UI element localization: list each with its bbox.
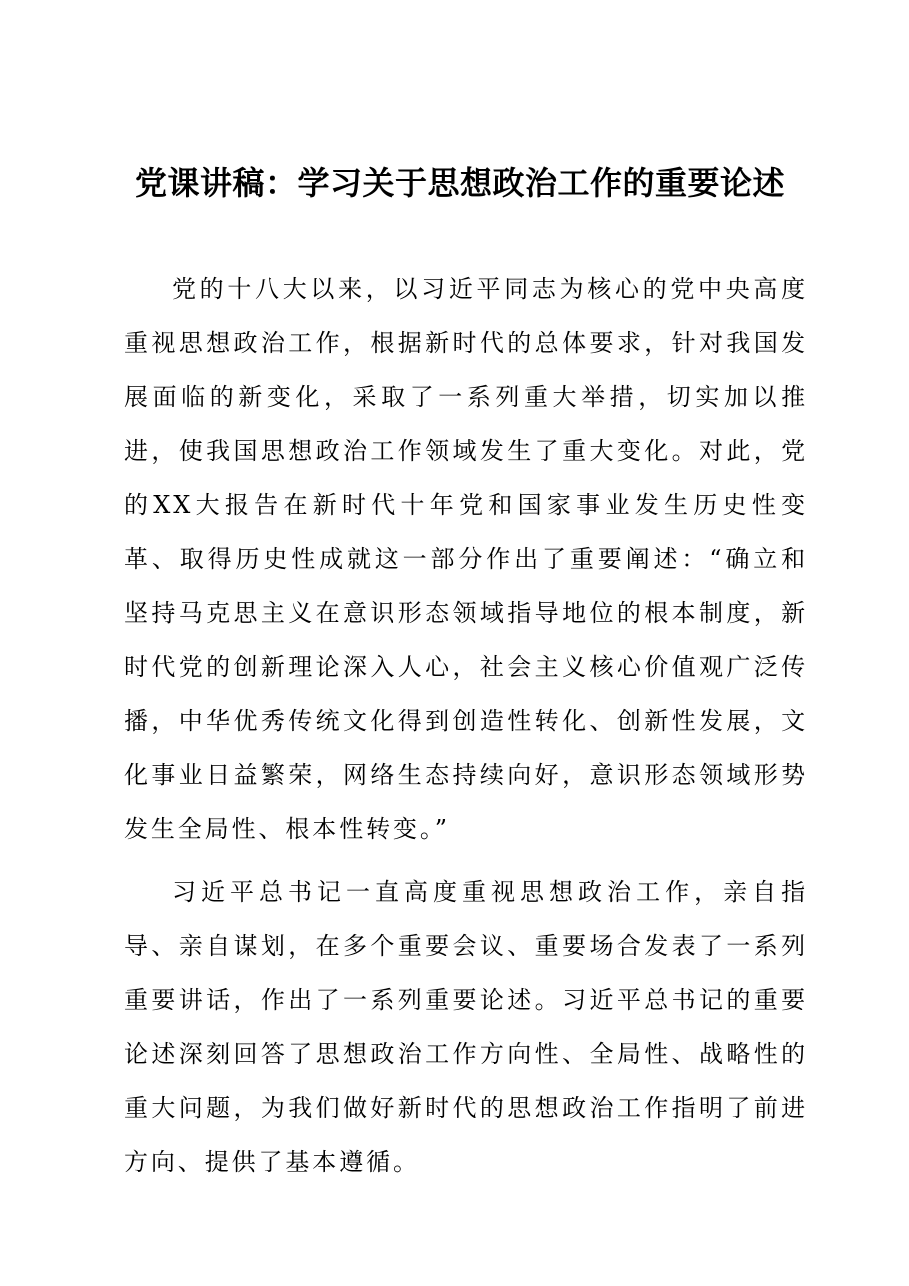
paragraph-2: 习近平总书记一直高度重视思想政治工作，亲自指导、亲自谋划，在多个重要会议、重要场合发表了一系列重要讲话，作出了一系列重要论述。习近平总书记的重要论述深刻回答了思想政治工作方向性、全局性、战略性的重大问题，为我们做好新时代的思想政治工作指明了前进方向、提供了基本遵循。 — [124, 878, 808, 1176]
paragraph-1: 党的十八大以来，以习近平同志为核心的党中央高度重视思想政治工作，根据新时代的总体要求，针对我国发展面临的新变化，采取了一系列重大举措，切实加以推进，使我国思想政治工作领域发生了重大变化。对此，党的XX大报告在新时代十年党和国家事业发生历史性变革、取得历史性成就这一部分作出了重要阐述：“确立和坚持马克思主义在意识形态领域指导地位的根本制度，新时代党的创新理论深入人心，社会主义核心价值观广泛传播，中华优秀传统文化得到创造性转化、创新性发展，文化事业日益繁荣，网络生态持续向好，意识形态领域形势发生全局性、根本性转变。” — [124, 275, 808, 843]
document-body — [124, 262, 808, 1198]
document-title: 党课讲稿：学习关于思想政治工作的重要论述 — [134, 164, 785, 202]
